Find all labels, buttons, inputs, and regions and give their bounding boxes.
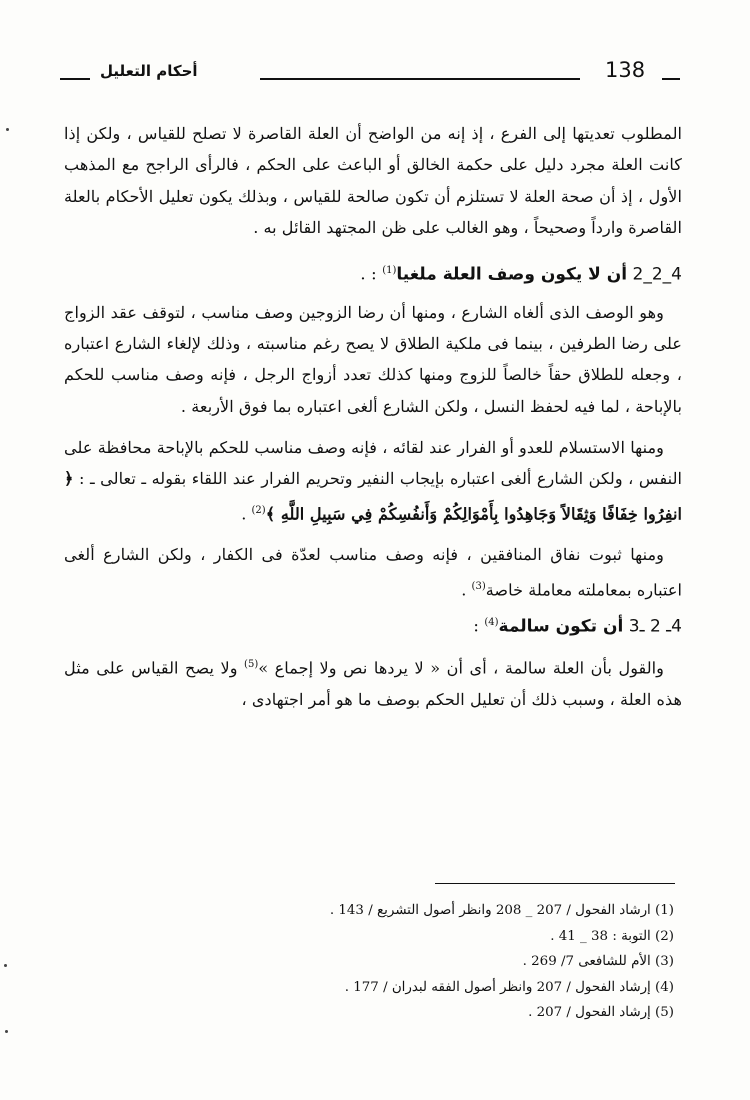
heading-tail: : — [473, 616, 485, 637]
paragraph-4 — [64, 539, 682, 605]
quran-verse: ﴿ انفِرُوا خِفَافًا وَثِقَالاً وَجَاهِدُوا بِأَمْوَالِكُمْ وَأَنفُسِكُمْ فِي سَبِيلِ اللَّهِ ﴾ — [64, 469, 682, 524]
paragraph-4-text: ومنها ثبوت نفاق المنافقين ، فإنه وصف مناسب لعدّة فى الكفار ، ولكن الشارع ألغى اعتباره بمعاملته معاملة خاصة — [64, 545, 682, 599]
header-rule-middle — [260, 78, 580, 80]
scan-speck — [6, 128, 9, 131]
section-heading-4-2-2 — [64, 255, 682, 291]
footnotes — [300, 898, 674, 1026]
header-rule-right — [662, 78, 680, 80]
footnote-ref: (4) — [484, 617, 499, 629]
footnote-5: (5) إرشاد الفحول / 207 . — [528, 1005, 674, 1021]
footnote-2: (2) التوبة : 38 _ 41 . — [550, 928, 674, 944]
paragraph-5-text: والقول بأن العلة سالمة ، أى أن « لا يردها نص ولا إجماع » — [258, 658, 664, 678]
footnote-1: (1) ارشاد الفحول / 207 _ 208 وانظر أصول التشريع / 143 . — [329, 903, 674, 918]
paragraph-2: وهو الوصف الذى ألغاه الشارع ، ومنها أن رضا الزوجين وصف مناسب ، لتوقف عقد الزواج على رضا الطرفين ، بينما فى ملكية الطلاق لا يصح رغم مناسبته ، وذلك لإلغاء الشارع اعتباره ، وجعله للطلاق حقاً خالصاً للزوج ومنها كذلك تعدد أزواج الرجل ، فإنه وصف مناسب للحكم بالإباحة ، لما فيه لحفظ النسل ، ولكن الشارع ألغى اعتباره بما فوق الأربعة . — [64, 302, 682, 416]
scan-speck — [5, 1030, 8, 1033]
footnote-ref: (5) — [244, 658, 259, 670]
running-title: أحكام التعليل — [100, 62, 198, 80]
footnote-3: (3) الأم للشافعى 7/ 269 . — [522, 954, 674, 970]
page-number: 138 — [605, 58, 646, 82]
heading-number: 4_2_2 — [632, 264, 682, 285]
heading-number: 4ـ 2 ـ3 — [628, 616, 682, 637]
paragraph-5-text-end: ولا يصح القياس على مثل هذه العلة ، وسبب ذلك أن تعليل الحكم بوصف ما هو أمر اجتهادى ، — [64, 658, 682, 709]
footnote-4: (4) إرشاد الفحول / 207 وانظر أصول الفقه لبدران / 177 . — [344, 979, 674, 995]
header-rule-left — [60, 78, 90, 80]
page-header — [60, 58, 680, 92]
heading-text: أن تكون سالمة — [498, 616, 624, 637]
paragraph-3-tail: . — [241, 504, 252, 524]
paragraph-3-text: ومنها الاستسلام للعدو أو الفرار عند لقائه ، فإنه وصف مناسب للحكم بالإباحة محافظة على النفس ، ولكن الشارع ألغى اعتباره بإيجاب النفير وتحريم الفرار عند اللقاء بقوله ـ تعالى ـ : — [64, 438, 682, 489]
paragraph-3 — [64, 432, 682, 529]
section-heading-4-2-3 — [64, 607, 682, 643]
heading-tail: : . — [360, 264, 383, 285]
scan-speck — [4, 964, 7, 967]
paragraph-4-tail: . — [461, 580, 472, 599]
footnote-ref: (1) — [382, 265, 397, 277]
heading-text: أن لا يكون وصف العلة ملغيا — [396, 264, 628, 285]
paragraph-1: المطلوب تعديتها إلى الفرع ، إذ إنه من الواضح أن العلة القاصرة لا تصلح للقياس ، ولكن إذا كانت العلة مجرد دليل على حكمة الخالق أو الباعث على الحكم ، فالرأى الراجح مع المذهب الأول ، إذ أن صحة العلة لا تستلزم أن تكون صالحة للقياس ، وبذلك يكون تعليل الأحكام بالعلة القاصرة وارداً وصحيحاً ، وهو الغالب على ظن المجتهد القائل به . — [64, 124, 682, 237]
footnote-separator — [435, 883, 675, 884]
footnote-ref: (2) — [251, 504, 266, 516]
footnote-ref: (3) — [471, 580, 486, 592]
paragraph-5 — [64, 649, 682, 715]
page-body — [64, 118, 682, 715]
